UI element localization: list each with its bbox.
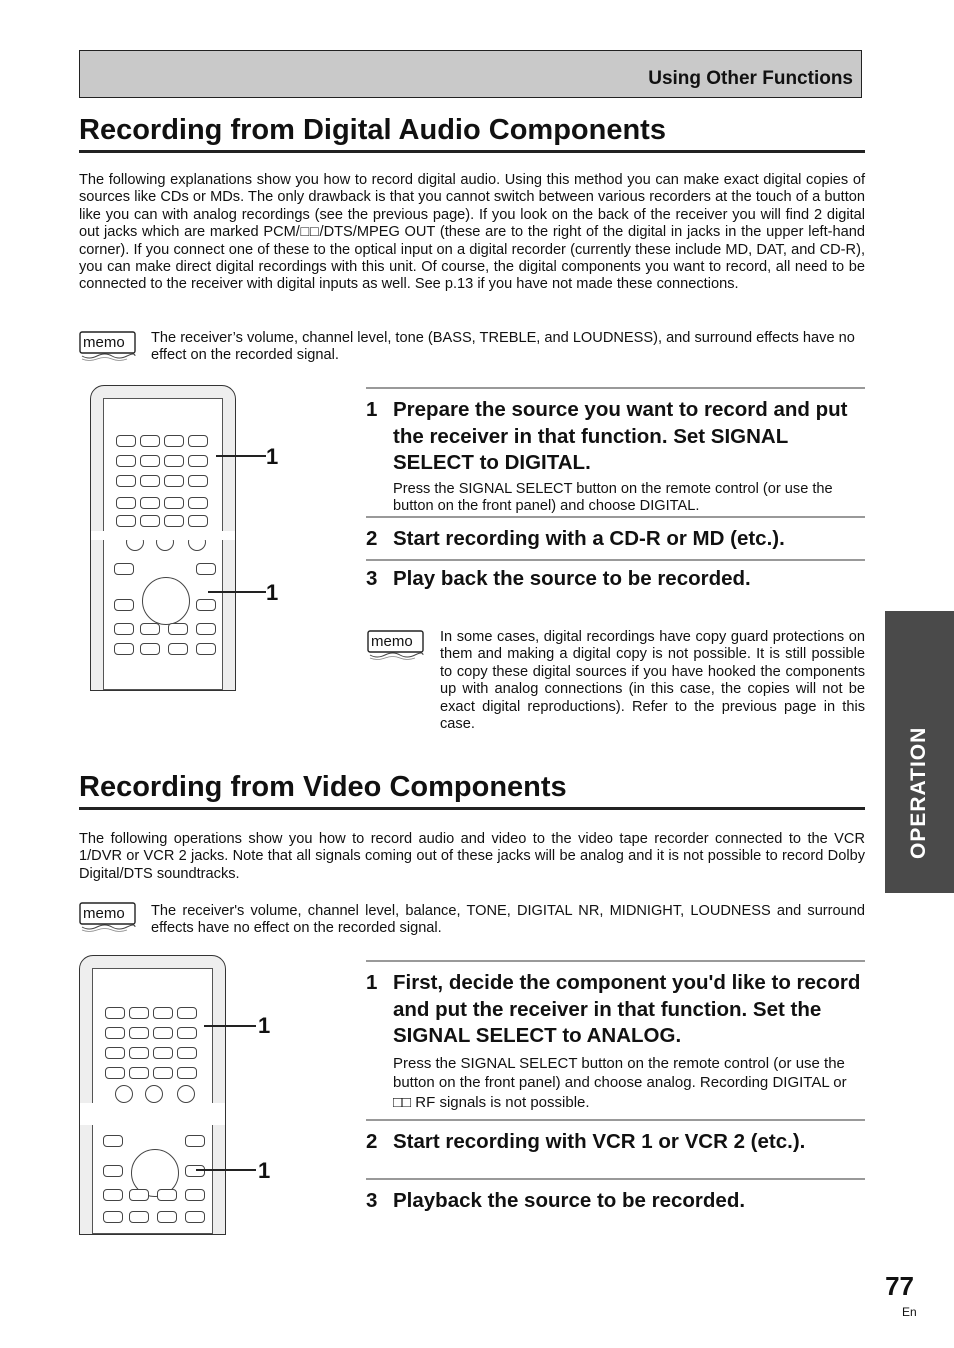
callout-line <box>204 1025 256 1027</box>
step-divider <box>366 960 865 962</box>
memo-icon <box>79 902 137 928</box>
section-label: Using Other Functions <box>648 68 853 89</box>
step-number: 3 <box>366 567 378 590</box>
memo-note: In some cases, digital recordings have copy guard protections on them and making a digital copy is not possible. It is still possible to copy these digital sources if you have hooked the components up with analog connections (in this case, the copies will not be exact digital reproductions). Refer to the previous page in this case. <box>440 629 865 733</box>
step-divider <box>366 1178 865 1180</box>
step-number: 1 <box>366 398 378 421</box>
step-title: Prepare the source you want to record and put the receiver in that function. Set SIGNAL SELECT to DIGITAL. <box>393 398 848 474</box>
intro-paragraph: The following explanations show you how to record digital audio. Using this method you can make exact digital copies of sources like CDs or MDs. The only drawback is that you cannot switch between various recorders at the touch of a button like you can with analog recordings (see the previous page). If you look on the back of the receiver you will find 2 digital out jacks which are marked PCM/□□/DTS/MPEG OUT (these are to the right of the digital in jacks in the upper left-hand corner). If you connect one of these to the optical input on a digital recorder (currently these include MD, DAT, and CD-R), you can make direct digital recordings with this unit. Of course, the digital components you want to record, all need to be connected to the receiver with digital inputs as well. See p.13 if you have not made these connections. <box>79 172 865 293</box>
step-number: 1 <box>366 971 378 994</box>
step-1 <box>366 970 865 1112</box>
step-title: Start recording with a CD-R or MD (etc.). <box>393 527 785 550</box>
step-title: Play back the source to be recorded. <box>393 567 751 590</box>
step-body: Press the SIGNAL SELECT button on the remote control (or use the button on the front panel) and choose analog. Recording DIGITAL or □□ RF signals is not possible. <box>393 1054 847 1111</box>
memo-icon <box>79 331 137 357</box>
page-number: 77 <box>885 1271 914 1301</box>
callout-line <box>208 591 266 593</box>
remote-control-illustration <box>90 385 236 691</box>
step-divider <box>366 516 865 518</box>
callout-number: 1 <box>266 444 279 469</box>
step-number: 2 <box>366 1130 378 1153</box>
language-code: En <box>902 1305 917 1319</box>
callout-line <box>216 455 266 457</box>
callout-number: 1 <box>258 1158 271 1183</box>
memo-label: memo <box>83 905 125 922</box>
step-divider <box>366 387 865 389</box>
section-header-bar <box>79 50 862 98</box>
step-divider <box>366 1119 865 1121</box>
step-3 <box>366 1188 865 1215</box>
callout-number: 1 <box>266 580 279 605</box>
step-title: Playback the source to be recorded. <box>393 1189 746 1212</box>
remote-control-illustration <box>79 955 226 1235</box>
step-body: Press the SIGNAL SELECT button on the remote control (or use the button on the front panel) and choose DIGITAL. <box>393 480 833 514</box>
step-3 <box>366 566 865 593</box>
step-number: 2 <box>366 527 378 550</box>
title-underline <box>79 807 865 810</box>
memo-label: memo <box>83 334 125 351</box>
intro-paragraph: The following operations show you how to record audio and video to the video tape recorder connected to the VCR 1/DVR or VCR 2 jacks. Note that all signals coming out of these jacks will be analog and it is not possible to record Dolby Digital/DTS soundtracks. <box>79 831 865 882</box>
step-2 <box>366 526 865 553</box>
memo-icon <box>367 630 425 656</box>
callout-number: 1 <box>258 1013 271 1038</box>
title-underline <box>79 150 865 153</box>
step-number: 3 <box>366 1189 378 1212</box>
side-tab-operation <box>885 611 954 893</box>
step-divider <box>366 559 865 561</box>
step-1 <box>366 397 865 515</box>
step-2 <box>366 1129 865 1156</box>
callout-line <box>196 1169 256 1171</box>
memo-note: The receiver’s volume, channel level, tone (BASS, TREBLE, and LOUDNESS), and surround effects have no effect on the recorded signal. <box>151 330 855 364</box>
section-title-video: Recording from Video Components <box>79 771 567 803</box>
memo-note: The receiver's volume, channel level, balance, TONE, DIGITAL NR, MIDNIGHT, LOUDNESS and surround effects have no effect on the recorded signal. <box>151 903 865 937</box>
memo-label: memo <box>371 633 413 650</box>
step-title: First, decide the component you'd like to record and put the receiver in that function. Set the SIGNAL SELECT to ANALOG. <box>393 971 861 1047</box>
section-title-digital: Recording from Digital Audio Components <box>79 114 666 146</box>
step-title: Start recording with VCR 1 or VCR 2 (etc.). <box>393 1130 806 1153</box>
side-tab-label: OPERATION <box>907 726 930 859</box>
